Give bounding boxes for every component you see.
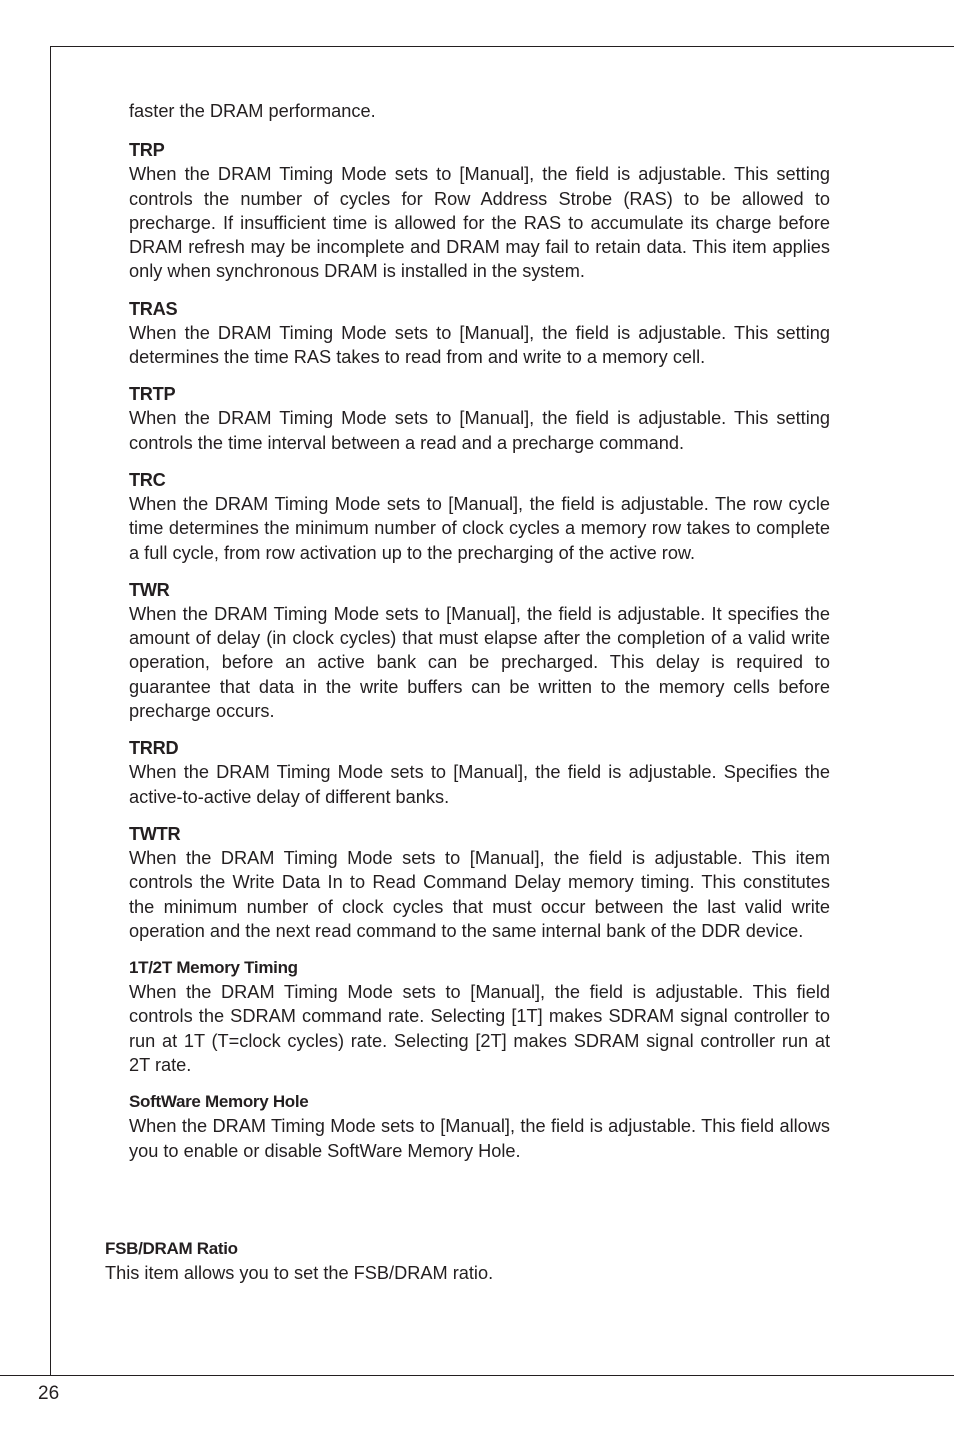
section-heading: FSB/DRAM Ratio bbox=[105, 1239, 238, 1258]
section-body: When the DRAM Timing Mode sets to [Manual], the field is adjustable. This item controls the Write Data In to Read Command Delay memory timing. This constitutes the minimum number of clock cycles that must occur between the last valid write operation and the next read command to the same internal bank of the DDR device. bbox=[129, 847, 830, 941]
section-body: When the DRAM Timing Mode sets to [Manual], the field is adjustable. This setting controls the time interval between a read and a precharge command. bbox=[129, 408, 830, 453]
section-heading: TRRD bbox=[129, 738, 179, 759]
section-body: When the DRAM Timing Mode sets to [Manual], the field is adjustable. It specifies the amount of delay (in clock cycles) that must elapse after the completion of a valid write operation, before an active bank can be precharged. This delay is required to guarantee that data in the write buffers can be written to the memory cells before precharge occurs. bbox=[129, 603, 830, 722]
page-frame-top-rule bbox=[50, 46, 954, 47]
section-fsb-dram-ratio bbox=[105, 1237, 830, 1285]
section-heading: TRC bbox=[129, 469, 166, 490]
section-body: When the DRAM Timing Mode sets to [Manual], the field is adjustable. The row cycle time determines the minimum number of clock cycles a memory row takes to complete a full cycle, from row activation up to the precharging of the active row. bbox=[129, 493, 830, 563]
section-trp bbox=[129, 138, 830, 283]
section-heading: TWR bbox=[129, 579, 170, 600]
page-number: 26 bbox=[38, 1383, 60, 1404]
section-body: When the DRAM Timing Mode sets to [Manual], the field is adjustable. This setting determines the time RAS takes to read from and write to a memory cell. bbox=[129, 322, 830, 368]
section-tras bbox=[129, 297, 830, 370]
section-trc bbox=[129, 468, 830, 565]
section-twtr bbox=[129, 822, 830, 943]
section-trtp bbox=[129, 382, 830, 455]
main-content bbox=[129, 99, 830, 1176]
section-heading: TRAS bbox=[129, 298, 178, 319]
page-frame-left-rule bbox=[50, 46, 51, 1375]
section-body: When the DRAM Timing Mode sets to [Manual], the field is adjustable. This setting controls the number of cycles for Row Address Strobe (RAS) to be allowed to precharge. If insufficient time is allowed for the RAS to accumulate its charge before DRAM refresh may be incomplete and DRAM may fail to retain data. This item applies only when synchronous DRAM is installed in the system. bbox=[129, 164, 830, 282]
intro-text: faster the DRAM performance. bbox=[129, 101, 376, 121]
section-twr bbox=[129, 578, 830, 723]
section-trrd bbox=[129, 736, 830, 809]
section-heading: 1T/2T Memory Timing bbox=[129, 958, 298, 978]
section-body: This item allows you to set the FSB/DRAM ratio. bbox=[105, 1263, 494, 1283]
section-body: When the DRAM Timing Mode sets to [Manual], the field is adjustable. Specifies the active-to-active delay of different banks. bbox=[129, 762, 830, 807]
section-heading: TWTR bbox=[129, 823, 181, 844]
section-heading: SoftWare Memory Hole bbox=[129, 1092, 309, 1112]
section-1t-2t-memory-timing bbox=[129, 956, 830, 1077]
section-heading: TRTP bbox=[129, 384, 176, 405]
section-heading: TRP bbox=[129, 140, 165, 161]
section-body: When the DRAM Timing Mode sets to [Manual], the field is adjustable. This field controls the SDRAM command rate. Selecting [1T] makes SDRAM signal controller to run at 1T (T=clock cycles) rate. Selecting [2T] makes SDRAM signal controller run at 2T rate. bbox=[129, 982, 830, 1076]
section-software-memory-hole bbox=[129, 1090, 830, 1163]
page-frame-bottom-rule bbox=[0, 1375, 954, 1376]
section-body: When the DRAM Timing Mode sets to [Manual], the field is adjustable. This field allows you to enable or disable SoftWare Memory Hole. bbox=[129, 1116, 830, 1161]
